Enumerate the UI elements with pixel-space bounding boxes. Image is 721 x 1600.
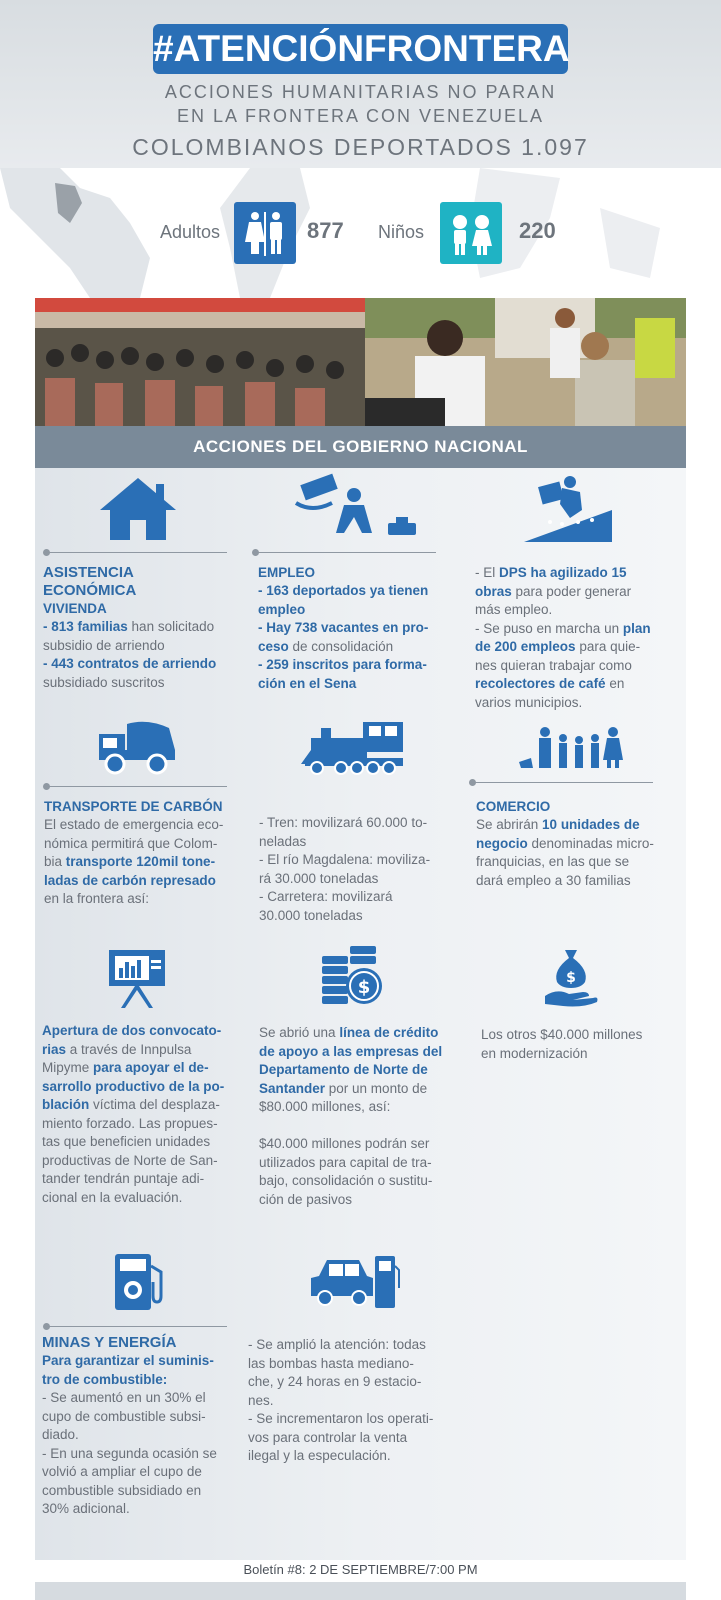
credito-line-4: por un monto de (325, 1080, 428, 1096)
svg-text:$: $ (357, 977, 371, 998)
carbon-line-4b: ladas de carbón represado (44, 872, 216, 888)
otros-line-1: Los otros $40.000 millones (481, 1027, 643, 1042)
minas-title: MINAS Y ENERGÍA (42, 1334, 177, 1351)
world-map-background (0, 168, 721, 298)
credito-line-8: bajo, consolidación o sustitu- (259, 1173, 433, 1188)
asistencia-line-2: subsidio de arriendo (43, 637, 165, 653)
svg-text:$: $ (566, 970, 576, 986)
adults-icon (234, 202, 296, 264)
atencion-line-2: las bombas hasta mediano- (248, 1355, 414, 1371)
dps-line-1: - El (475, 565, 500, 580)
minas-line-1b: Para garantizar el suminis- (42, 1353, 214, 1368)
convocatorias-line-2b: rias (42, 1041, 67, 1057)
carbon-title: TRANSPORTE DE CARBÓN (44, 799, 223, 814)
minas-line-2b: tro de combustible: (42, 1371, 168, 1387)
dps-line-5b: de 200 empleos (475, 639, 576, 654)
coffee-picker-icon (522, 474, 614, 542)
minas-line-4: cupo de combustible subsi- (42, 1408, 206, 1424)
empleo-line-5b: - 259 inscritos para forma- (258, 657, 427, 672)
credito-line-3b: Departamento de Norte de (259, 1062, 428, 1077)
section-title-bar: ACCIONES DEL GOBIERNO NACIONAL (35, 426, 686, 468)
subtitle-line-1: ACCIONES HUMANITARIAS NO PARAN (164, 82, 557, 102)
minas-line-6: - En una segunda ocasión se (42, 1445, 217, 1461)
block-empleo (258, 564, 458, 693)
minas-line-9: 30% adicional. (42, 1501, 130, 1516)
convocatorias-line-8: productivas de Norte de San- (42, 1152, 218, 1168)
comercio-line-1: Se abrirán (476, 817, 543, 832)
dps-line-3: más empleo. (475, 602, 553, 617)
atencion-line-5: - Se incrementaron los operati- (248, 1411, 434, 1426)
atencion-line-6: vos para controlar la venta (248, 1429, 408, 1445)
credito-line-1: Se abrió una (259, 1025, 340, 1040)
adults-label: Adultos (160, 222, 221, 242)
asistencia-line-1b: - 813 familias (43, 619, 128, 634)
convocatorias-line-10: cional en la evaluación. (42, 1189, 183, 1205)
convocatorias-line-7: tas que beneficien unidades (42, 1134, 211, 1149)
convocatorias-line-4b: sarrollo productivo de la po- (42, 1078, 225, 1094)
divider-minas (47, 1326, 227, 1327)
block-atencion (248, 1336, 458, 1466)
credito-line-4b: Santander (259, 1080, 326, 1096)
carbon-line-2: nómica permitirá que Colom- (44, 835, 218, 851)
dps-line-5: para quie- (575, 639, 641, 654)
credito-line-1b: línea de crédito (339, 1025, 439, 1040)
empleo-title: EMPLEO (258, 565, 316, 580)
carbon-line-3: bia (44, 854, 66, 869)
asistencia-line-3b: - 443 contratos de arriendo (43, 656, 217, 671)
dps-line-6: nes quieran trabajar como (475, 657, 632, 673)
tren-line-5: - Carretera: movilizará (259, 889, 393, 904)
subtitle-line-2: EN LA FRONTERA CON VENEZUELA (176, 106, 545, 126)
photo-deportees-attention (35, 298, 686, 426)
deported-count: COLOMBIANOS DEPORTADOS 1.097 (132, 134, 589, 160)
children-value: 220 (519, 218, 556, 243)
block-otros (481, 1026, 681, 1063)
tren-line-3: - El río Magdalena: moviliza- (259, 852, 431, 867)
minas-line-3: - Se aumentó en un 30% el (42, 1390, 206, 1405)
comercio-title: COMERCIO (476, 799, 551, 814)
minas-line-5: diado. (42, 1427, 79, 1442)
block-dps (475, 564, 680, 712)
divider-empleo (256, 552, 436, 553)
minas-line-8: combustible subsidiado en (42, 1482, 202, 1498)
block-comercio (476, 798, 681, 890)
fuel-pump-icon (111, 1252, 169, 1312)
tren-line-6: 30.000 toneladas (259, 907, 363, 923)
carbon-line-1: El estado de emergencia eco- (44, 817, 224, 832)
money-bag-hand-icon (543, 948, 599, 1008)
dps-line-4b: plan (622, 620, 651, 636)
convocatorias-line-5b: blación (42, 1097, 90, 1112)
empleo-line-2b: empleo (258, 601, 306, 617)
dps-line-1b: DPS ha agilizado 15 (499, 565, 627, 580)
header (0, 0, 721, 168)
adults-value: 877 (307, 218, 344, 243)
atencion-line-1: - Se amplió la atención: todas (248, 1337, 426, 1352)
tren-line-2: neladas (259, 833, 307, 849)
convocatorias-line-1b: Apertura de dos convocato- (42, 1023, 222, 1038)
asistencia-title-2: ECONÓMICA (43, 582, 137, 599)
credito-line-7: utilizados para capital de tra- (259, 1154, 432, 1170)
credito-line-6: $40.000 millones podrán ser (259, 1136, 430, 1151)
atencion-line-3: che, y 24 horas en 9 estacio- (248, 1374, 422, 1389)
convocatorias-line-2: a través de Innpulsa (66, 1041, 192, 1057)
convocatorias-line-5: víctima del desplaza- (89, 1097, 220, 1112)
tren-line-4: rá 30.000 toneladas (259, 870, 379, 886)
convocatorias-line-3: Mipyme (42, 1060, 94, 1075)
comercio-line-4: dará empleo a 30 familias (476, 872, 631, 888)
hashtag-banner: #ATENCIÓNFRONTERA (153, 24, 568, 74)
worker-icon (292, 473, 422, 543)
asistencia-line-4: subsidiado suscritos (43, 674, 165, 690)
presentation-board-icon (107, 948, 167, 1010)
asistencia-line-1: han solicitado (127, 619, 215, 634)
comercio-line-1b: 10 unidades de (542, 817, 640, 832)
comercio-line-3: franquicias, en las que se (476, 854, 630, 869)
house-icon (98, 476, 178, 542)
divider-carbon (47, 786, 227, 787)
train-icon (301, 720, 405, 776)
minas-line-7: volvió a ampliar el cupo de (42, 1464, 202, 1479)
otros-line-2: en modernización (481, 1045, 588, 1061)
convocatorias-line-3b: para apoyar el de- (93, 1060, 209, 1075)
empleo-line-3b: - Hay 738 vacantes en pro- (258, 620, 429, 635)
block-carbon (44, 798, 249, 909)
atencion-line-4: nes. (248, 1392, 274, 1408)
dps-line-2: para poder generar (511, 583, 632, 599)
dps-line-7b: recolectores de café (475, 676, 606, 691)
dps-line-2b: obras (475, 583, 512, 599)
asistencia-subtitle: VIVIENDA (43, 601, 107, 616)
carbon-line-5: en la frontera así: (44, 891, 150, 906)
comercio-line-2: denominadas micro- (527, 835, 654, 851)
dps-line-7: en (605, 676, 625, 691)
comercio-line-2b: negocio (476, 835, 528, 851)
car-fuel-station-icon (309, 1252, 401, 1310)
empleo-line-4b: ceso (258, 638, 289, 654)
dps-line-8: varios municipios. (475, 694, 583, 710)
asistencia-title-1: ASISTENCIA (43, 564, 134, 581)
empleo-line-6b: ción en el Sena (258, 675, 357, 691)
credito-line-2b: de apoyo a las empresas del (259, 1043, 443, 1059)
block-credito (259, 1024, 464, 1209)
children-icon (440, 202, 502, 264)
credito-line-9: ción de pasivos (259, 1191, 353, 1207)
money-coins-icon (320, 944, 384, 1008)
coal-truck-icon (97, 720, 177, 776)
footer-bar (35, 1582, 686, 1600)
footer-bulletin: Boletín #8: 2 DE SEPTIEMBRE/7:00 PM (243, 1562, 478, 1577)
convocatorias-line-9: tander tendrán puntaje adi- (42, 1171, 205, 1186)
content-panel (35, 468, 686, 1560)
dps-line-4: - Se puso en marcha un (475, 620, 623, 636)
tren-line-1: - Tren: movilizará 60.000 to- (259, 815, 428, 830)
divider-comercio (473, 782, 653, 783)
block-convocatorias (42, 1022, 247, 1207)
convocatorias-line-6: miento forzado. Las propues- (42, 1115, 218, 1131)
empleo-line-1b: - 163 deportados ya tienen (258, 583, 429, 598)
empleo-line-4: de consolidación (288, 638, 394, 654)
block-tren (259, 814, 459, 925)
children-label: Niños (378, 222, 425, 242)
block-asistencia (43, 564, 243, 692)
atencion-line-7: ilegal y la especulación. (248, 1448, 391, 1463)
credito-line-5: $80.000 millones, así: (259, 1099, 391, 1114)
family-icon (519, 726, 623, 770)
block-minas (42, 1334, 247, 1519)
carbon-line-3b: transporte 120mil tone- (65, 854, 216, 869)
divider-asistencia (47, 552, 227, 553)
